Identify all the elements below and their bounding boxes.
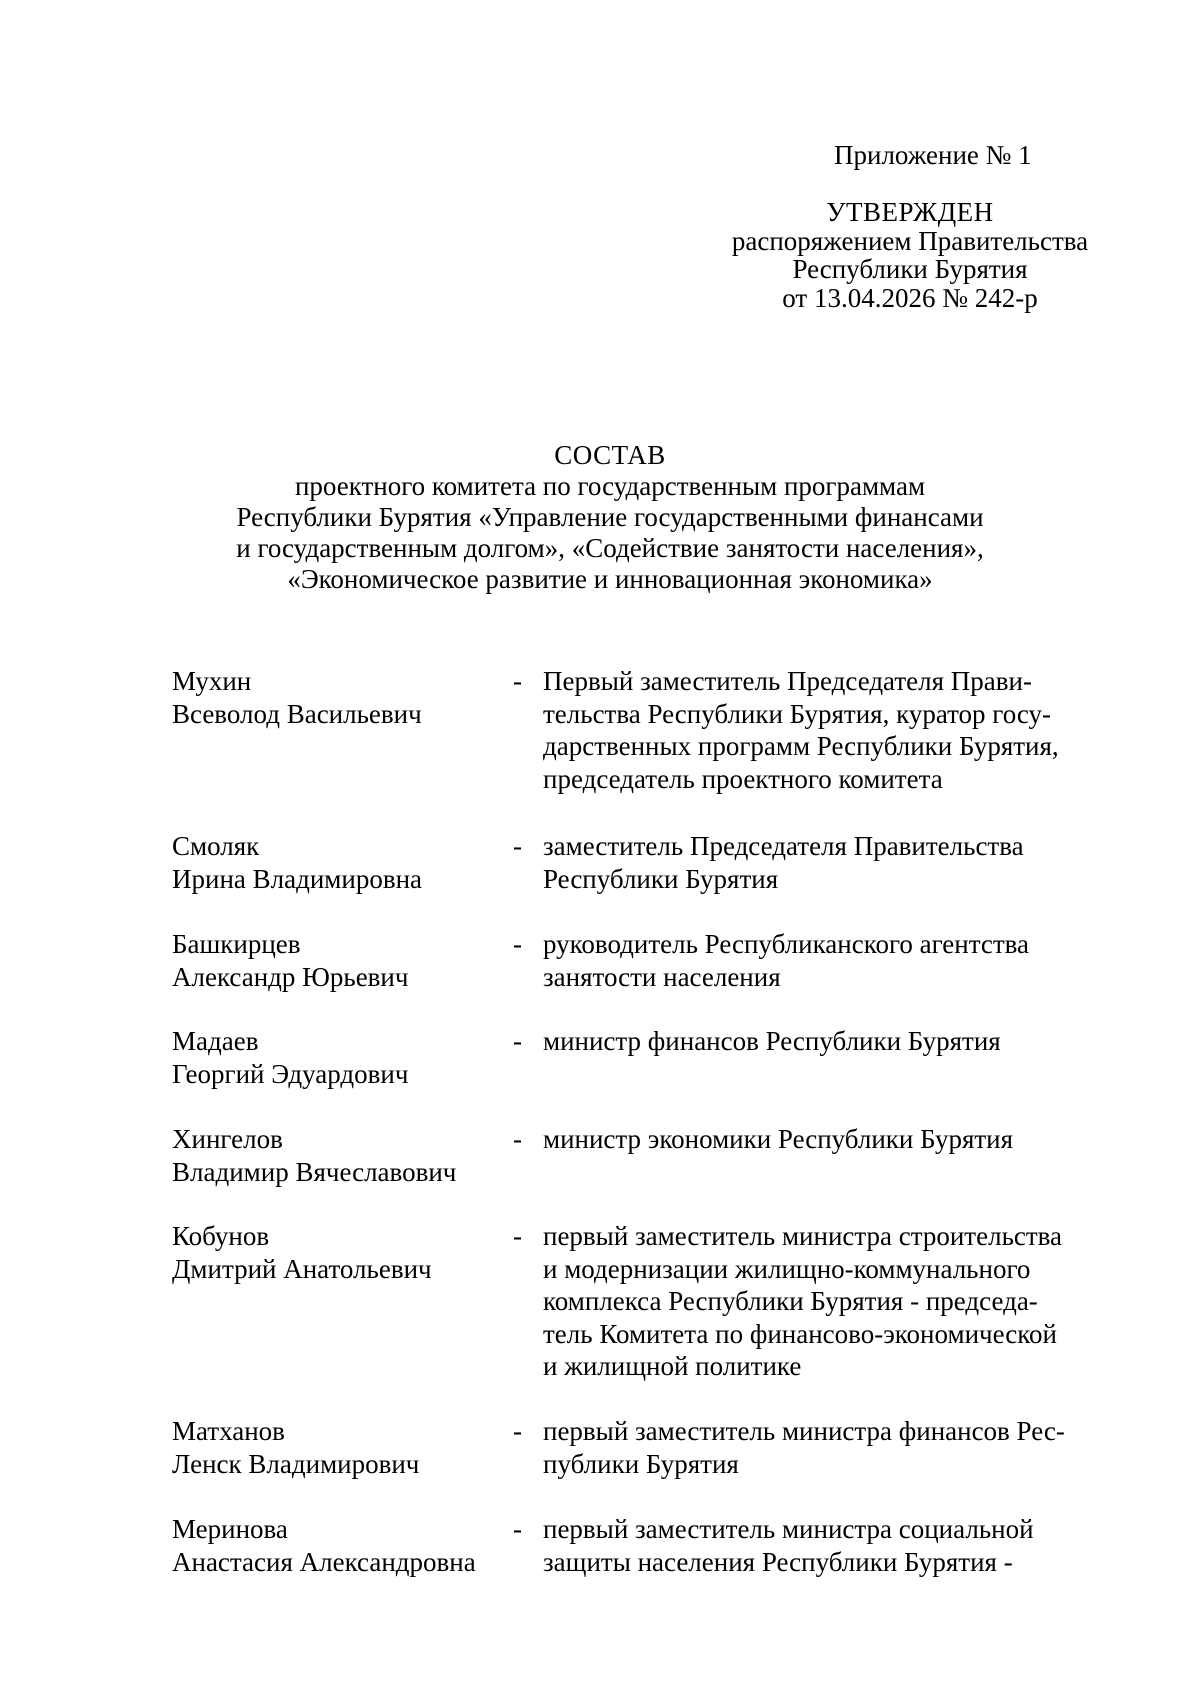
member-dash: - xyxy=(513,1416,522,1446)
member-name xyxy=(172,1025,502,1090)
document-heading xyxy=(170,440,1050,595)
approval-block xyxy=(720,198,1100,312)
member-name xyxy=(172,1220,502,1285)
approved-by-line2: Республики Бурятия xyxy=(792,254,1028,284)
member-name xyxy=(172,1415,502,1480)
approved-date: от 13.04.2026 № 242-р xyxy=(782,282,1038,313)
heading-line-2: Республики Бурятия «Управление государственными финансами xyxy=(236,502,984,532)
member-role: министр финансов Республики Бурятия xyxy=(543,1026,1001,1056)
member-given-names: Дмитрий Анатольевич xyxy=(172,1253,432,1284)
member-given-names: Анастасия Александровна xyxy=(172,1546,476,1577)
member-role: первый заместитель министра строительства и модернизации жилищно-коммунального комплекса Республики Бурятия - председа- тель Комитета по финансово-экономической и жилищной политике xyxy=(543,1221,1063,1381)
member-name xyxy=(172,1123,502,1188)
member-surname: Мухин xyxy=(172,666,252,696)
member-given-names: Владимир Вячеславович xyxy=(172,1156,457,1187)
member-given-names: Георгий Эдуардович xyxy=(172,1058,409,1089)
heading-line-3: и государственным долгом», «Содействие занятости населения», xyxy=(236,533,984,563)
member-given-names: Всеволод Васильевич xyxy=(172,698,422,729)
approved-title: УТВЕРЖДЕН xyxy=(826,197,994,227)
member-surname: Мадаев xyxy=(172,1026,259,1056)
approved-by-line1: распоряжением Правительства xyxy=(731,225,1089,256)
member-surname: Кобунов xyxy=(172,1221,270,1251)
member-name xyxy=(172,1513,502,1578)
member-surname: Матханов xyxy=(172,1416,285,1446)
member-given-names: Александр Юрьевич xyxy=(172,961,409,992)
member-dash: - xyxy=(513,666,522,696)
member-role: первый заместитель министра социальной защиты населения Республики Бурятия - xyxy=(543,1514,1034,1577)
appendix-number: Приложение № 1 xyxy=(834,140,1032,170)
member-surname: Смоляк xyxy=(172,831,260,861)
member-dash: - xyxy=(513,831,522,861)
member-role: министр экономики Республики Бурятия xyxy=(543,1124,1014,1154)
member-given-names: Ленск Владимирович xyxy=(172,1448,420,1479)
member-name xyxy=(172,665,502,730)
member-given-names: Ирина Владимировна xyxy=(172,863,423,894)
heading-line-1: проектного комитета по государственным программам xyxy=(294,471,926,501)
member-surname: Башкирцев xyxy=(172,929,301,959)
member-dash: - xyxy=(513,1124,522,1154)
member-dash: - xyxy=(513,1221,522,1251)
member-name xyxy=(172,928,502,993)
member-role: руководитель Республиканского агентства занятости населения xyxy=(543,929,1030,992)
member-name xyxy=(172,830,502,895)
member-surname: Меринова xyxy=(172,1514,288,1544)
appendix-label xyxy=(720,140,1100,171)
member-dash: - xyxy=(513,1026,522,1056)
member-role: Первый заместитель Председателя Прави- тельства Республики Бурятия, куратор госу- дарственных программ Республики Бурятия, председатель проектного комитета xyxy=(543,666,1059,794)
member-role: первый заместитель министра финансов Рес- публики Бурятия xyxy=(543,1416,1065,1479)
member-surname: Хингелов xyxy=(172,1124,283,1154)
heading-line-4: «Экономическое развитие и инновационная экономика» xyxy=(287,564,933,594)
heading-title: СОСТАВ xyxy=(554,440,666,470)
member-role: заместитель Председателя Правительства Республики Бурятия xyxy=(543,831,1024,894)
member-dash: - xyxy=(513,1514,522,1544)
member-dash: - xyxy=(513,929,522,959)
